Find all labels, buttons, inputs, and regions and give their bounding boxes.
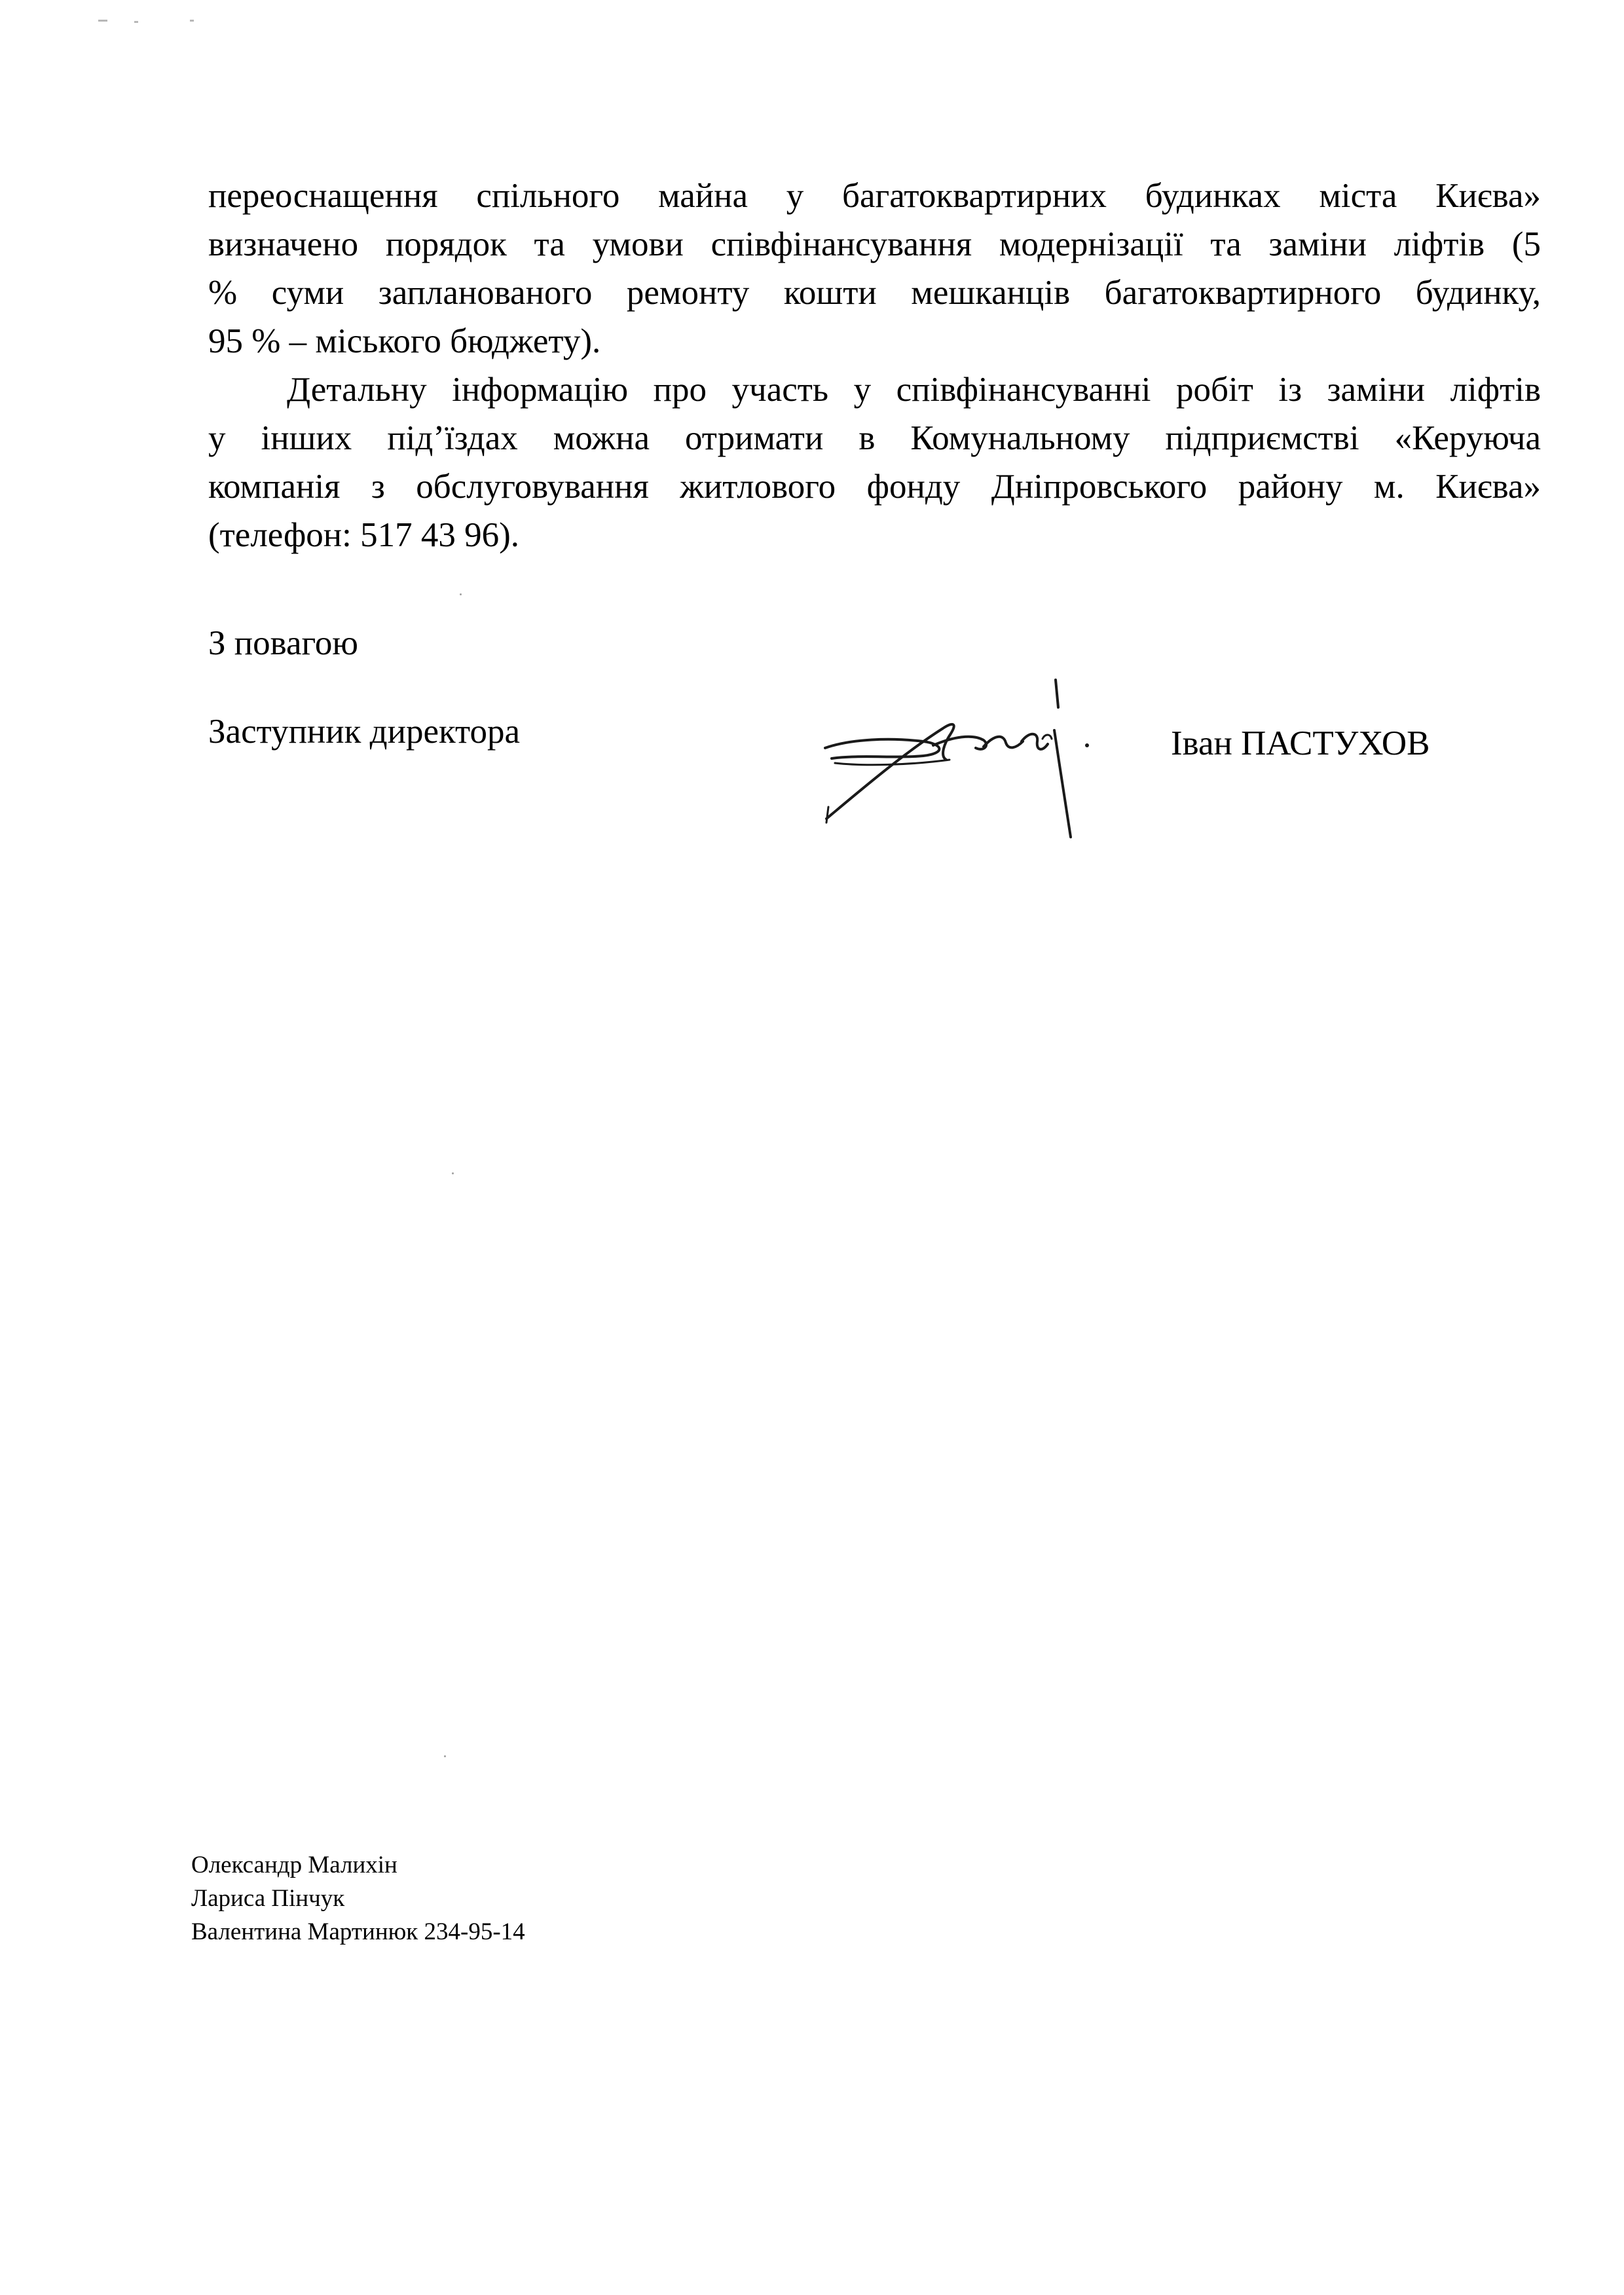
handwritten-signature xyxy=(812,668,1139,845)
executors-list xyxy=(191,1848,525,1949)
signer-position: Заступник директора xyxy=(208,713,521,751)
paragraph-contact-info xyxy=(208,365,1541,559)
executor-name: Олександр Малихін xyxy=(191,1852,397,1878)
signer-name: Іван ПАСТУХОВ xyxy=(1171,724,1430,762)
scan-artifact xyxy=(190,20,194,22)
executor-name: Лариса Пінчук xyxy=(191,1885,345,1912)
scan-dot xyxy=(444,1755,446,1757)
closing-greeting: З повагою xyxy=(208,624,359,662)
scan-artifact xyxy=(98,20,107,22)
scan-artifact xyxy=(134,21,138,23)
paragraph-cofinancing-terms xyxy=(208,172,1541,365)
letter-body xyxy=(208,172,1541,559)
text-line: у інших під’їздах можна отримати в Комунальному підприємстві «Керуюча xyxy=(208,419,1541,457)
text-line: визначено порядок та умови співфінансування модернізації та заміни ліфтів (5 xyxy=(208,225,1541,263)
text-line: Детальну інформацію про участь у співфінансуванні робіт із заміни ліфтів xyxy=(287,371,1541,409)
text-line: переоснащення спільного майна у багатоквартирних будинках міста Києва» xyxy=(208,177,1541,215)
scan-dot xyxy=(460,593,462,595)
text-line: компанія з обслуговування житлового фонду Дніпровського району м. Києва» xyxy=(208,468,1541,506)
scan-dot xyxy=(452,1172,454,1174)
text-line: 95 % – міського бюджету). xyxy=(208,322,601,360)
text-line: (телефон: 517 43 96). xyxy=(208,516,520,554)
text-line: % суми запланованого ремонту кошти мешканців багатоквартирного будинку, xyxy=(208,274,1541,312)
executor-name-with-phone: Валентина Мартинюк 234-95-14 xyxy=(191,1918,525,1945)
